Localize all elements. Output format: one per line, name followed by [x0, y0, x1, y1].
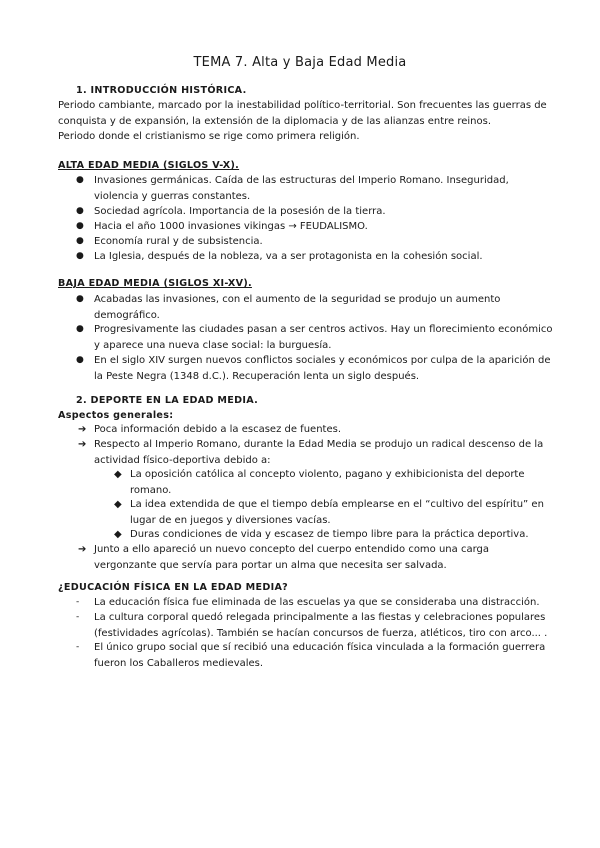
bullet-icon: ● — [76, 175, 84, 185]
list-item: ● Invasiones germánicas. Caída de las estructuras del Imperio Romano. Inseguridad, violencia y guerras constantes. — [76, 175, 509, 202]
dash-marker: - — [76, 597, 80, 607]
section-2-heading: 2. DEPORTE EN LA EDAD MEDIA. — [76, 395, 259, 406]
diamond-icon: ◆ — [114, 529, 122, 540]
arrow-right-icon: ➔ — [78, 439, 87, 450]
list-item: ● Economía rural y de subsistencia. — [94, 234, 263, 250]
list-item: ● La Iglesia, después de la nobleza, va a ser protagonista en la cohesión social. — [94, 249, 483, 265]
list-item: ◆ La idea extendida de que el tiempo debía emplearse en el “cultivo del espíritu” en lugar de en juegos y diversiones vacías. — [114, 499, 544, 526]
educacion-fisica-heading: ¿EDUCACIÓN FÍSICA EN LA EDAD MEDIA? — [58, 582, 289, 593]
list-item: - La educación física fue eliminada de las escuelas ya que se consideraba una distracción. — [94, 595, 540, 611]
bullet-icon: ● — [76, 206, 84, 216]
bullet-icon: ● — [76, 251, 84, 261]
list-item: ◆ Duras condiciones de vida y escasez de tiempo libre para la práctica deportiva. — [130, 527, 529, 543]
dash-marker: - — [76, 612, 80, 622]
aspectos-generales-heading: Aspectos generales: — [58, 410, 174, 421]
bullet-icon: ● — [76, 221, 84, 231]
list-item: ◆ La oposición católica al concepto violento, pagano y exhibicionista del deporte romano. — [114, 469, 525, 496]
bullet-icon: ● — [76, 355, 84, 365]
list-item: ➔ Respecto al Imperio Romano, durante la Edad Media se produjo un radical descenso de la actividad físico-deportiva debido a: — [78, 439, 544, 466]
list-item: ➔ Poca información debido a la escasez de fuentes. — [94, 422, 341, 438]
dash-marker: - — [76, 642, 80, 652]
bullet-icon: ● — [76, 236, 84, 246]
bullet-icon: ● — [76, 324, 84, 334]
list-item: - La cultura corporal quedó relegada principalmente a las fiestas y celebraciones populares (festividades agrícolas). También se hacían concursos de fuerza, atléticos, tiro con arco... . — [76, 612, 548, 639]
list-item: ● Sociedad agrícola. Importancia de la posesión de la tierra. — [94, 204, 386, 220]
list-item: ➔ Junto a ello apareció un nuevo concepto del cuerpo entendido como una carga vergonzante que servía para portar un alma que necesita ser salvada. — [78, 544, 489, 571]
diamond-icon: ◆ — [114, 499, 122, 510]
list-item: - El único grupo social que sí recibió una educación física vinculada a la formación guerrera fueron los Caballeros medievales. — [76, 642, 546, 669]
arrow-right-icon: ➔ — [78, 544, 87, 555]
arrow-right-icon: ➔ — [78, 424, 87, 435]
list-item: ● Acabadas las invasiones, con el aumento de la seguridad se produjo un aumento demográfico. — [76, 294, 501, 321]
paragraph-line: conquista y de expansión, la extensión de la diplomacia y de las alianzas entre reinos. — [58, 116, 492, 127]
section-1-heading: 1. INTRODUCCIÓN HISTÓRICA. — [76, 85, 247, 96]
paragraph-line: Periodo donde el cristianismo se rige como primera religión. — [58, 131, 360, 142]
paragraph-line: Periodo cambiante, marcado por la inestabilidad político-territorial. Son frecuentes las guerras de — [58, 100, 547, 111]
diamond-icon: ◆ — [114, 469, 122, 480]
list-item: ● En el siglo XIV surgen nuevos conflictos sociales y económicos por culpa de la aparición de la Peste Negra (1348 d.C.). Recuperación lenta un siglo después. — [76, 355, 551, 382]
page-title: TEMA 7. Alta y Baja Edad Media — [193, 55, 407, 70]
baja-edad-media-heading: BAJA EDAD MEDIA (SIGLOS XI-XV). — [58, 278, 252, 289]
bullet-icon: ● — [76, 294, 84, 304]
alta-edad-media-heading: ALTA EDAD MEDIA (SIGLOS V-X). — [58, 160, 240, 171]
list-item: ● Progresivamente las ciudades pasan a ser centros activos. Hay un florecimiento económico y aparece una nueva clase social: la burguesía. — [76, 324, 553, 351]
list-item: ● Hacia el año 1000 invasiones vikingas → FEUDALISMO. — [94, 219, 368, 235]
